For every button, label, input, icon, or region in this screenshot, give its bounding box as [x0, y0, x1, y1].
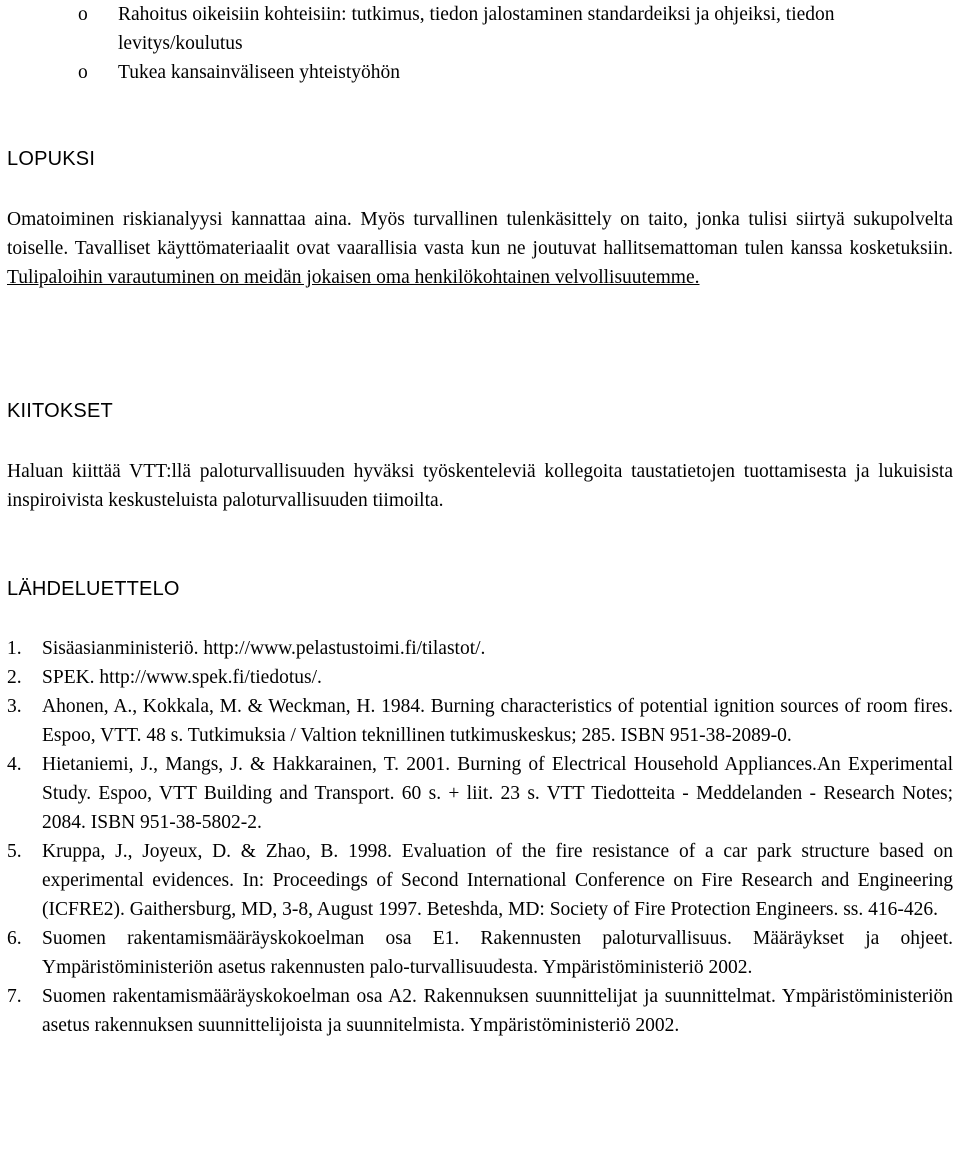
bullet-text: Tukea kansainväliseen yhteistyöhön	[118, 62, 400, 83]
reference-text: Hietaniemi, J., Mangs, J. & Hakkarainen, T. 2001. Burning of Electrical Household Appliances.An Experimental Study. Espoo, VTT Building and Transport. 60 s. + liit. 23 s. VTT Tiedotteita - Meddelanden - Research Notes; 2084. ISBN 951-38-5802-2.	[42, 754, 953, 833]
lopuksi-underlined-text: Tulipaloihin varautuminen on meidän jokaisen oma henkilökohtainen velvollisuutemme.	[7, 267, 700, 288]
reference-text: SPEK. http://www.spek.fi/tiedotus/.	[42, 667, 322, 688]
funding-bullet-list	[7, 0, 953, 87]
reference-list	[7, 634, 953, 1040]
reference-item	[7, 663, 953, 692]
reference-item	[7, 750, 953, 837]
reference-number: 5.	[7, 841, 22, 862]
reference-number: 1.	[7, 638, 22, 659]
paragraph-lopuksi	[7, 205, 953, 292]
bullet-marker: o	[78, 62, 88, 83]
reference-text: Kruppa, J., Joyeux, D. & Zhao, B. 1998. Evaluation of the fire resistance of a car park structure based on experimental evidences. In: Proceedings of Second International Conference on Fire Research and Engineering (ICFRE2). Gaithersburg, MD, 3-8, August 1997. Beteshda, MD: Society of Fire Protection Engineers. ss. 416-426.	[42, 841, 953, 920]
reference-item	[7, 837, 953, 924]
reference-number: 6.	[7, 928, 22, 949]
reference-number: 7.	[7, 986, 22, 1007]
heading-lahdeluettelo: LÄHDELUETTELO	[7, 578, 180, 600]
reference-item	[7, 924, 953, 982]
paragraph-kiitokset: Haluan kiittää VTT:llä paloturvallisuuden hyväksi työskenteleviä kollegoita taustatietojen tuottamisesta ja lukuisista inspiroivista keskusteluista paloturvallisuuden tiimoilta.	[7, 461, 953, 511]
reference-text: Suomen rakentamismääräyskokoelman osa E1. Rakennusten paloturvallisuus. Määräykset ja ohjeet. Ympäristöministeriön asetus rakennusten palo-turvallisuudesta. Ympäristöministeriö 2002.	[42, 928, 953, 978]
reference-text: Suomen rakentamismääräyskokoelman osa A2. Rakennuksen suunnittelijat ja suunnittelmat. Ympäristöministeriön asetus rakennuksen suunnittelijoista ja suunnitelmista. Ympäristöministeriö 2002.	[42, 986, 953, 1036]
heading-lopuksi: LOPUKSI	[7, 148, 96, 170]
reference-item	[7, 692, 953, 750]
bullet-item	[7, 0, 953, 58]
bullet-text: Rahoitus oikeisiin kohteisiin: tutkimus, tiedon jalostaminen standardeiksi ja ohjeiksi, tiedon levitys/koulutus	[118, 4, 835, 54]
heading-kiitokset: KIITOKSET	[7, 400, 113, 422]
reference-text: Ahonen, A., Kokkala, M. & Weckman, H. 1984. Burning characteristics of potential ignition sources of room fires. Espoo, VTT. 48 s. Tutkimuksia / Valtion teknillinen tutkimuskeskus; 285. ISBN 951-38-2089-0.	[42, 696, 953, 746]
reference-text: Sisäasianministeriö. http://www.pelastustoimi.fi/tilastot/.	[42, 638, 486, 659]
reference-number: 2.	[7, 667, 22, 688]
bullet-item	[7, 58, 953, 87]
bullet-marker: o	[78, 4, 88, 25]
lopuksi-text: Omatoiminen riskianalyysi kannattaa aina. Myös turvallinen tulenkäsittely on taito, jonka tulisi siirtyä sukupolvelta toiselle. Tavalliset käyttömateriaalit ovat vaarallisia vasta kun ne joutuvat hallitsemattoman tulen kanssa kosketuksiin.	[7, 209, 953, 259]
reference-number: 4.	[7, 754, 22, 775]
reference-item	[7, 634, 953, 663]
reference-number: 3.	[7, 696, 22, 717]
reference-item	[7, 982, 953, 1040]
